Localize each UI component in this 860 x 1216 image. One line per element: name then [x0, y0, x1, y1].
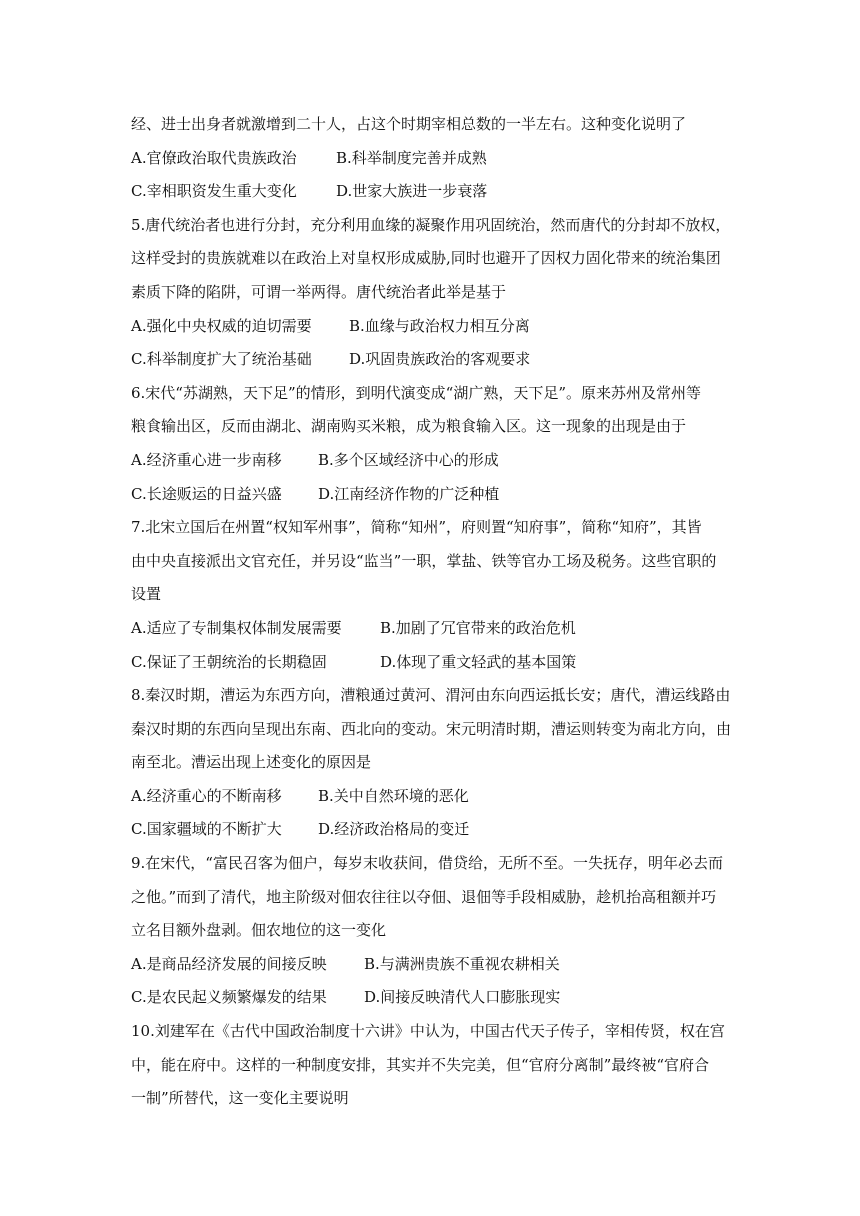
option-d[interactable]: D.体现了重文轻武的基本国策 — [380, 652, 577, 671]
question-8-line: 8.秦汉时期，漕运为东西方向，漕粮通过黄河、渭河由东向西运抵长安；唐代，漕运线路由 — [131, 686, 731, 705]
option-c[interactable]: C.科举制度扩大了统治基础 — [131, 350, 312, 369]
question-8-line: 南至北。漕运出现上述变化的原因是 — [131, 753, 372, 772]
question-5-line: 素质下降的陷阱，可谓一举两得。唐代统治者此举是基于 — [131, 282, 507, 301]
option-d[interactable]: D.巩固贵族政治的客观要求 — [349, 350, 531, 369]
question-7-line: 7.北宋立国后在州置“权知军州事”，简称“知州”，府则置“知府事”，简称“知府”，其皆 — [131, 518, 702, 537]
question-9-line: 立名目额外盘剥。佃农地位的这一变化 — [131, 921, 387, 940]
option-row — [131, 612, 731, 646]
option-b[interactable]: B.血缘与政治权力相互分离 — [349, 316, 530, 335]
question-5-line: 这样受封的贵族就难以在政治上对皇权形成威胁,同时也避开了因权力固化带来的统治集团 — [131, 249, 721, 268]
option-d[interactable]: D.世家大族进一步衰落 — [336, 182, 488, 201]
option-row — [131, 646, 731, 680]
option-d[interactable]: D.江南经济作物的广泛种植 — [318, 484, 500, 503]
option-b[interactable]: B.与满洲贵族不重视农耕相关 — [364, 954, 560, 973]
option-b[interactable]: B.加剧了冗官带来的政治危机 — [380, 618, 576, 637]
question-10-line: 中，能在府中。这样的一种制度安排，其实并不失完美，但“官府分离制”最终被“官府合 — [131, 1055, 710, 1074]
option-c[interactable]: C.保证了王朝统治的长期稳固 — [131, 652, 327, 671]
option-row — [131, 478, 731, 512]
option-row — [131, 780, 731, 814]
question-9-line: 之他。”而到了清代，地主阶级对佃农往往以夺佃、退佃等手段相威胁，趁机抬高租额并巧 — [131, 887, 717, 906]
option-a[interactable]: A.是商品经济发展的间接反映 — [131, 954, 327, 973]
option-b[interactable]: B.多个区域经济中心的形成 — [318, 450, 499, 469]
option-row — [131, 444, 731, 478]
question-7-line: 由中央直接派出文官充任，并另设“监当”一职，掌盐、铁等官办工场及税务。这些官职的 — [131, 551, 717, 570]
option-row — [131, 813, 731, 847]
option-b[interactable]: B.关中自然环境的恶化 — [318, 786, 469, 805]
option-a[interactable]: A.经济重心的不断南移 — [131, 786, 282, 805]
option-row — [131, 175, 731, 209]
question-10-line: 10.刘建军在《古代中国政治制度十六讲》中认为，中国古代天子传子，宰相传贤，权在宫 — [131, 1022, 725, 1041]
option-row — [131, 981, 731, 1015]
option-row — [131, 142, 731, 176]
option-c[interactable]: C.是农民起义频繁爆发的结果 — [131, 988, 327, 1007]
question-5-line: 5.唐代统治者也进行分封，充分利用血缘的凝聚作用巩固统治，然而唐代的分封却不放权， — [131, 215, 731, 234]
option-row — [131, 343, 731, 377]
option-a[interactable]: A.官僚政治取代贵族政治 — [131, 148, 297, 167]
option-c[interactable]: C.国家疆域的不断扩大 — [131, 820, 282, 839]
exam-page — [131, 108, 731, 1116]
option-row — [131, 948, 731, 982]
question-10-line: 一制”所替代，这一变化主要说明 — [131, 1089, 349, 1108]
option-d[interactable]: D.间接反映清代人口膨胀现实 — [364, 988, 561, 1007]
option-b[interactable]: B.科举制度完善并成熟 — [336, 148, 487, 167]
option-a[interactable]: A.强化中央权威的迫切需要 — [131, 316, 312, 335]
question-text-line: 经、进士出身者就激增到二十人，占这个时期宰相总数的一半左右。这种变化说明了 — [131, 115, 687, 133]
option-row — [131, 310, 731, 344]
option-d[interactable]: D.经济政治格局的变迁 — [318, 820, 470, 839]
option-a[interactable]: A.经济重心进一步南移 — [131, 450, 282, 469]
question-7-line: 设置 — [131, 585, 162, 604]
question-8-line: 秦汉时期的东西向呈现出东南、西北向的变动。宋元明清时期，漕运则转变为南北方向，由 — [131, 719, 732, 738]
question-6-line: 粮食输出区，反而由湖北、湖南购买米粮，成为粮食输入区。这一现象的出现是由于 — [131, 417, 687, 436]
option-c[interactable]: C.宰相职资发生重大变化 — [131, 182, 297, 201]
question-9-line: 9.在宋代，“富民召客为佃户，每岁末收获间，借贷给，无所不至。一失抚存，明年必去而 — [131, 854, 723, 873]
option-c[interactable]: C.长途贩运的日益兴盛 — [131, 484, 282, 503]
question-6-line: 6.宋代“苏湖熟，天下足”的情形，到明代演变成“湖广熟，天下足”。原来苏州及常州等 — [131, 383, 701, 402]
option-a[interactable]: A.适应了专制集权体制发展需要 — [131, 618, 342, 637]
